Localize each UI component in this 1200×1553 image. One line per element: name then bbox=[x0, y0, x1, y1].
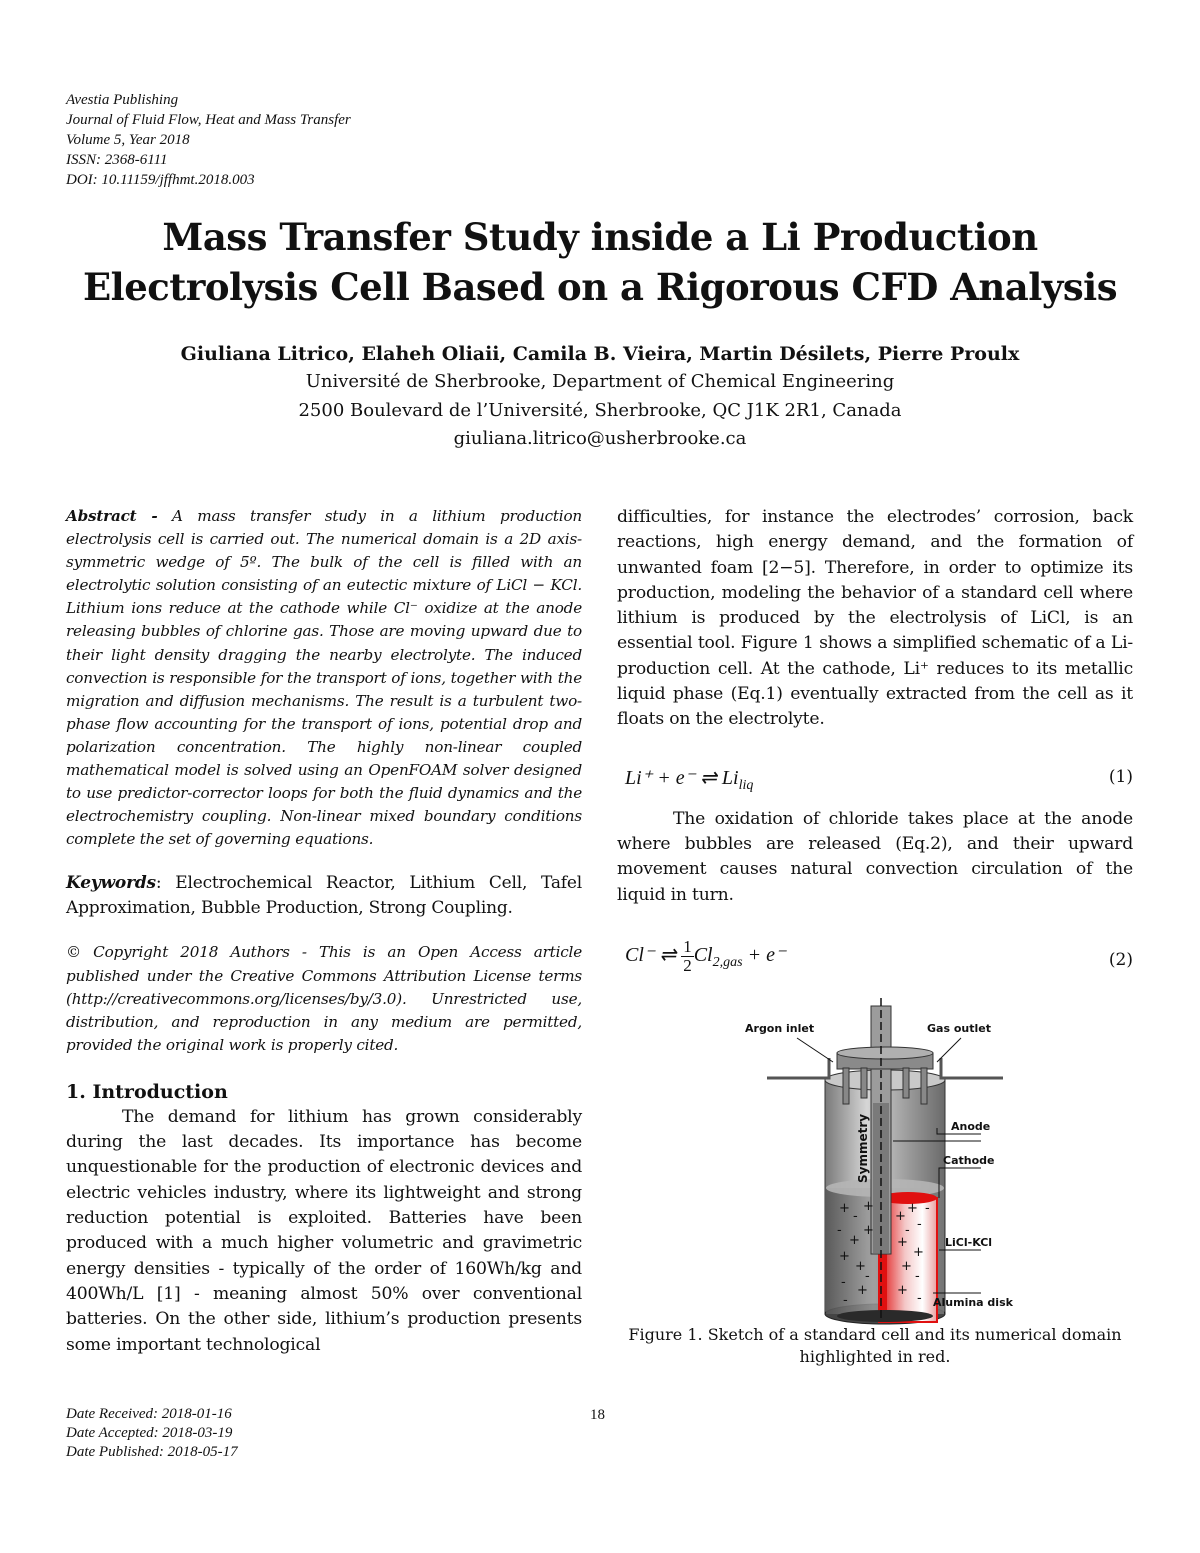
keywords-label: Keywords bbox=[66, 873, 156, 894]
svg-text:+: + bbox=[913, 1244, 924, 1260]
label-anode: Anode bbox=[951, 1119, 991, 1133]
lid-bolt-left bbox=[843, 1068, 849, 1104]
svg-text:+: + bbox=[901, 1258, 912, 1274]
equation-1-expression bbox=[625, 765, 753, 794]
right-paragraph-2: The oxidation of chloride takes place at the anode where bubbles are released (Eq.2), and their upward movement causes natural convection circulation of the liquid in turn. bbox=[617, 808, 1133, 905]
label-alumina-disk: Alumina disk bbox=[933, 1295, 1013, 1309]
svg-text:-: - bbox=[917, 1290, 922, 1306]
svg-text:+: + bbox=[855, 1258, 866, 1274]
equation-1 bbox=[617, 761, 1133, 801]
equation-2-expression bbox=[625, 938, 786, 975]
equation-2 bbox=[617, 936, 1133, 986]
svg-text:+: + bbox=[895, 1208, 906, 1224]
abstract-text: A mass transfer study in a lithium production electrolysis cell is carried out. The numerical domain is a 2D axis-symmetric wedge of 5º. The bulk of the cell is filled with an electrolytic solution consisting of an eutectic mixture of LiCl − KCl. Lithium ions reduce at the cathode while Cl⁻ oxidize at the anode releasing bubbles of chlorine gas. Those are moving upward due to their light density dragging the nearby electrolyte. The induced convection is responsible for the transport of ions, together with the migration and diffusion mechanisms. The result is a turbulent two-phase flow accounting for the transport of ions, potential drop and polarization concentration. The highly non-linear coupled mathematical model is solved using an OpenFOAM solver designed to use predictor-corrector loops for both the fluid dynamics and the electrochemistry coupling. Non-linear mixed boundary conditions complete the set of governing equations. bbox=[66, 507, 582, 849]
date-accepted: Date Accepted: 2018-03-19 bbox=[66, 1425, 233, 1441]
paper-title bbox=[60, 212, 1140, 312]
copyright-notice: © Copyright 2018 Authors - This is an Open Access article published under the Creative Commons Attribution License terms (http://creativecommons.org/licenses/by/3.0). Unrestricted use, distribution, and reproduction in any medium are permitted, provided the original work is properly cited. bbox=[66, 943, 582, 1054]
gas-outlet-leader bbox=[937, 1038, 961, 1062]
keywords bbox=[66, 871, 582, 921]
right-paragraph-1: difficulties, for instance the electrodes’ corrosion, back reactions, high energy demand, and the formation of unwanted foam [2−5]. Therefore, in order to optimize its production, modeling the behavior of a standard cell where lithium is produced by the electrolysis of LiCl, is an essential tool. Figure 1 shows a simplified schematic of a Li-production cell. At the cathode, Li⁺ reduces to its metallic liquid phase (Eq.1) eventually extracted from the cell as it floats on the electrolyte. bbox=[617, 507, 1133, 730]
journal-name: Journal of Fluid Flow, Heat and Mass Transfer bbox=[66, 112, 351, 128]
journal-issn: ISSN: 2368-6111 bbox=[66, 152, 168, 168]
equation-2-tail: + e⁻ bbox=[747, 943, 786, 966]
equation-2-fraction bbox=[681, 938, 694, 975]
argon-inlet-pipe bbox=[767, 1058, 829, 1078]
svg-text:-: - bbox=[915, 1268, 920, 1284]
affiliation-block bbox=[60, 368, 1140, 454]
equation-2-number: (2) bbox=[1108, 949, 1133, 970]
fraction-denominator: 2 bbox=[683, 955, 692, 975]
svg-text:+: + bbox=[839, 1248, 850, 1264]
journal-header bbox=[66, 90, 351, 190]
label-gas-outlet: Gas outlet bbox=[927, 1021, 991, 1035]
journal-volume: Volume 5, Year 2018 bbox=[66, 132, 190, 148]
label-argon-inlet: Argon inlet bbox=[745, 1021, 815, 1035]
svg-text:+: + bbox=[839, 1200, 850, 1216]
figure-1 bbox=[617, 998, 1133, 1318]
equation-2-rhs: Cl bbox=[693, 943, 713, 966]
svg-text:-: - bbox=[865, 1268, 870, 1284]
svg-text:-: - bbox=[843, 1292, 848, 1308]
lid-bolt-mid-left bbox=[861, 1068, 867, 1098]
affiliation-address: 2500 Boulevard de l’Université, Sherbrooke, QC J1K 2R1, Canada bbox=[298, 399, 902, 421]
svg-text:-: - bbox=[905, 1222, 910, 1238]
equation-1-lhs: Li⁺ + e⁻ ⇌ Li bbox=[625, 766, 739, 789]
keywords-text: : Electrochemical Reactor, Lithium Cell, Tafel Approximation, Bubble Production, Strong Coupling. bbox=[66, 873, 582, 919]
label-licl-kcl: LiCl-KCl bbox=[945, 1235, 993, 1249]
right-column bbox=[617, 505, 1133, 1368]
svg-text:+: + bbox=[897, 1282, 908, 1298]
equation-1-number: (1) bbox=[1108, 766, 1133, 787]
title-line-1: Mass Transfer Study inside a Li Production bbox=[162, 215, 1038, 259]
figure-1-caption: Figure 1. Sketch of a standard cell and its numerical domain highlighted in red. bbox=[628, 1324, 1122, 1366]
left-column bbox=[66, 505, 582, 1358]
svg-text:-: - bbox=[917, 1216, 922, 1232]
svg-text:-: - bbox=[841, 1274, 846, 1290]
cell-sketch-illustration bbox=[617, 998, 1133, 1328]
svg-text:-: - bbox=[853, 1208, 858, 1224]
introduction-paragraph: The demand for lithium has grown considerably during the last decades. Its importance has become unquestionable for the production of electronic devices and electric vehicles industry, where its lightweight and strong reduction potential is exploited. Batteries have been produced with a much higher volumetric and gravimetric energy densities - typically of the order of 160Wh/kg and 400Wh/L [1] - meaning almost 50% over conventional batteries. On the other side, lithium’s production presents some important technological bbox=[66, 1106, 582, 1355]
section-heading-introduction: 1. Introduction bbox=[66, 1080, 228, 1103]
author-email: giuliana.litrico@usherbrooke.ca bbox=[453, 428, 747, 449]
argon-inlet-leader bbox=[797, 1038, 833, 1062]
alumina-disk bbox=[837, 1310, 933, 1322]
svg-text:+: + bbox=[857, 1282, 868, 1298]
title-line-2: Electrolysis Cell Based on a Rigorous CFD Analysis bbox=[82, 265, 1118, 309]
abstract bbox=[66, 505, 582, 851]
label-cathode: Cathode bbox=[943, 1153, 995, 1167]
svg-text:+: + bbox=[863, 1198, 874, 1214]
page-number: 18 bbox=[590, 1407, 605, 1423]
date-published: Date Published: 2018-05-17 bbox=[66, 1444, 238, 1460]
lid-bolt-right bbox=[921, 1068, 927, 1104]
lid-bolt-mid-right bbox=[903, 1068, 909, 1098]
equation-2-subscript: 2,gas bbox=[712, 954, 743, 970]
footer-dates bbox=[66, 1405, 238, 1462]
gas-outlet-pipe bbox=[941, 1058, 1003, 1078]
equation-1-subscript: liq bbox=[738, 777, 754, 793]
fraction-numerator: 1 bbox=[683, 936, 692, 956]
journal-doi: DOI: 10.11159/jffhmt.2018.003 bbox=[66, 172, 255, 188]
svg-text:+: + bbox=[863, 1222, 874, 1238]
date-received: Date Received: 2018-01-16 bbox=[66, 1406, 232, 1422]
svg-text:+: + bbox=[907, 1200, 918, 1216]
svg-text:-: - bbox=[837, 1222, 842, 1238]
abstract-label: Abstract - bbox=[66, 507, 158, 525]
equation-2-lhs: Cl⁻ ⇌ bbox=[625, 943, 677, 966]
affiliation-department: Université de Sherbrooke, Department of Chemical Engineering bbox=[305, 371, 895, 392]
author-list: Giuliana Litrico, Elaheh Oliaii, Camila B. Vieira, Martin Désilets, Pierre Proulx bbox=[180, 343, 1020, 365]
svg-text:+: + bbox=[849, 1232, 860, 1248]
svg-text:+: + bbox=[897, 1234, 908, 1250]
label-symmetry: Symmetry bbox=[856, 1113, 870, 1183]
svg-text:-: - bbox=[925, 1200, 930, 1216]
publisher: Avestia Publishing bbox=[66, 92, 179, 108]
lid-top bbox=[837, 1047, 933, 1059]
